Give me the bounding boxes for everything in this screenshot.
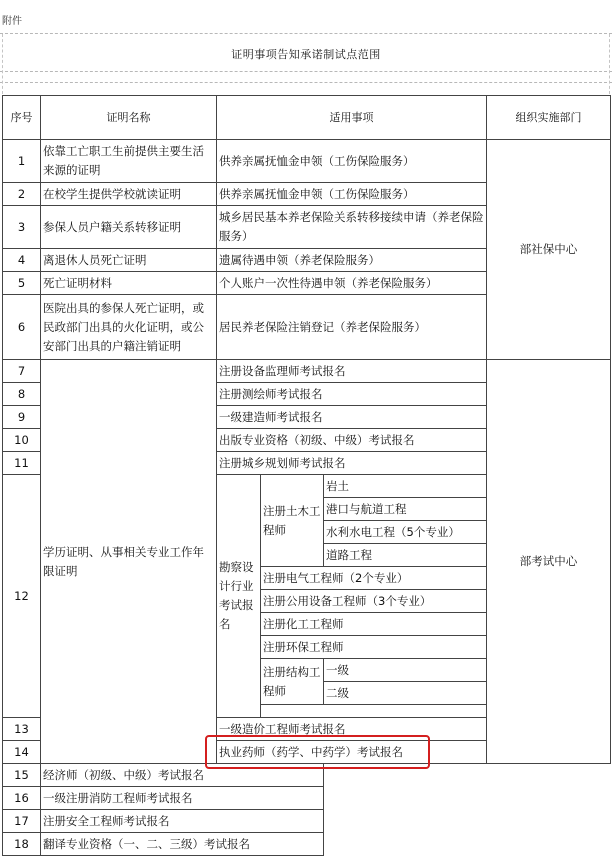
matter: 居民养老保险注销登记（养老保险服务） <box>217 295 487 360</box>
header-matter: 适用事项 <box>217 96 487 140</box>
header-dept: 组织实施部门 <box>487 96 611 140</box>
matter: 出版专业资格（初级、中级）考试报名 <box>217 429 487 452</box>
row-num: 17 <box>3 810 41 833</box>
row-num: 2 <box>3 183 41 206</box>
matter: 经济师（初级、中级）考试报名 <box>41 764 324 787</box>
table-row <box>3 140 611 183</box>
dept-cell: 部考试中心 <box>487 360 611 764</box>
proof-name: 离退休人员死亡证明 <box>41 249 217 272</box>
specialty: 岩土 <box>324 475 487 498</box>
table-row <box>3 810 611 833</box>
row-num: 12 <box>3 475 41 718</box>
row-num: 16 <box>3 787 41 810</box>
row-num: 1 <box>3 140 41 183</box>
sub-category: 注册电气工程师（2个专业） <box>261 567 487 590</box>
sub-category: 注册环保工程师 <box>261 636 487 659</box>
matter: 注册城乡规划师考试报名 <box>217 452 487 475</box>
row-num: 4 <box>3 249 41 272</box>
proof-name: 学历证明、从事相关专业工作年限证明 <box>41 360 217 764</box>
divider <box>2 34 3 94</box>
row-num: 18 <box>3 833 41 856</box>
matter: 供养亲属抚恤金申领（工伤保险服务） <box>217 140 487 183</box>
matter: 注册安全工程师考试报名 <box>41 810 324 833</box>
divider <box>609 34 610 94</box>
matter: 注册测绘师考试报名 <box>217 383 487 406</box>
row-num: 7 <box>3 360 41 383</box>
row-num: 15 <box>3 764 41 787</box>
sub-category: 注册公用设备工程师（3个专业） <box>261 590 487 613</box>
specialty: 一级 <box>324 659 487 682</box>
header-num: 序号 <box>3 96 41 140</box>
divider <box>0 71 612 72</box>
proof-name: 死亡证明材料 <box>41 272 217 295</box>
proof-name: 医院出具的参保人死亡证明，或民政部门出具的火化证明，或公安部门出具的户籍注销证明 <box>41 295 217 360</box>
matter-highlighted: 执业药师（药学、中药学）考试报名 <box>217 741 487 764</box>
matter: 遗属待遇申领（养老保险服务） <box>217 249 487 272</box>
row-num: 6 <box>3 295 41 360</box>
attachment-label: 附件 <box>2 16 22 27</box>
row-num: 8 <box>3 383 41 406</box>
row-num: 14 <box>3 741 41 764</box>
spacer-cell <box>261 705 487 718</box>
divider <box>0 33 612 34</box>
highlight-box <box>205 735 430 769</box>
matter: 翻译专业资格（一、二、三级）考试报名 <box>41 833 324 856</box>
row-num: 13 <box>3 718 41 741</box>
sub-category: 注册土木工程师 <box>261 475 324 567</box>
document-title: 证明事项告知承诺制试点范围 <box>231 48 381 61</box>
row-num: 5 <box>3 272 41 295</box>
table-row <box>3 360 611 383</box>
sub-category: 注册化工工程师 <box>261 613 487 636</box>
specialty: 港口与航道工程 <box>324 498 487 521</box>
row-num: 10 <box>3 429 41 452</box>
proof-name: 在校学生提供学校就读证明 <box>41 183 217 206</box>
row-num: 3 <box>3 206 41 249</box>
header-row <box>3 96 611 140</box>
matter: 注册设备监理师考试报名 <box>217 360 487 383</box>
proof-name: 参保人员户籍关系转移证明 <box>41 206 217 249</box>
row-num: 11 <box>3 452 41 475</box>
matter: 一级注册消防工程师考试报名 <box>41 787 324 810</box>
matter: 个人账户一次性待遇申领（养老保险服务） <box>217 272 487 295</box>
matter: 一级建造师考试报名 <box>217 406 487 429</box>
header-name: 证明名称 <box>41 96 217 140</box>
table-row <box>3 833 611 856</box>
divider <box>0 82 612 83</box>
table-row <box>3 787 611 810</box>
specialty: 道路工程 <box>324 544 487 567</box>
matter-group: 勘察设计行业考试报名 <box>217 475 261 718</box>
specialty: 二级 <box>324 682 487 705</box>
specialty: 水利水电工程（5个专业） <box>324 521 487 544</box>
sub-category: 注册结构工程师 <box>261 659 324 705</box>
dept-cell: 部社保中心 <box>487 140 611 360</box>
row-num: 9 <box>3 406 41 429</box>
matter: 供养亲属抚恤金申领（工伤保险服务） <box>217 183 487 206</box>
matter: 城乡居民基本养老保险关系转移接续申请（养老保险服务） <box>217 206 487 249</box>
proof-name: 依靠工亡职工生前提供主要生活来源的证明 <box>41 140 217 183</box>
matter: 一级造价工程师考试报名 <box>217 718 487 741</box>
